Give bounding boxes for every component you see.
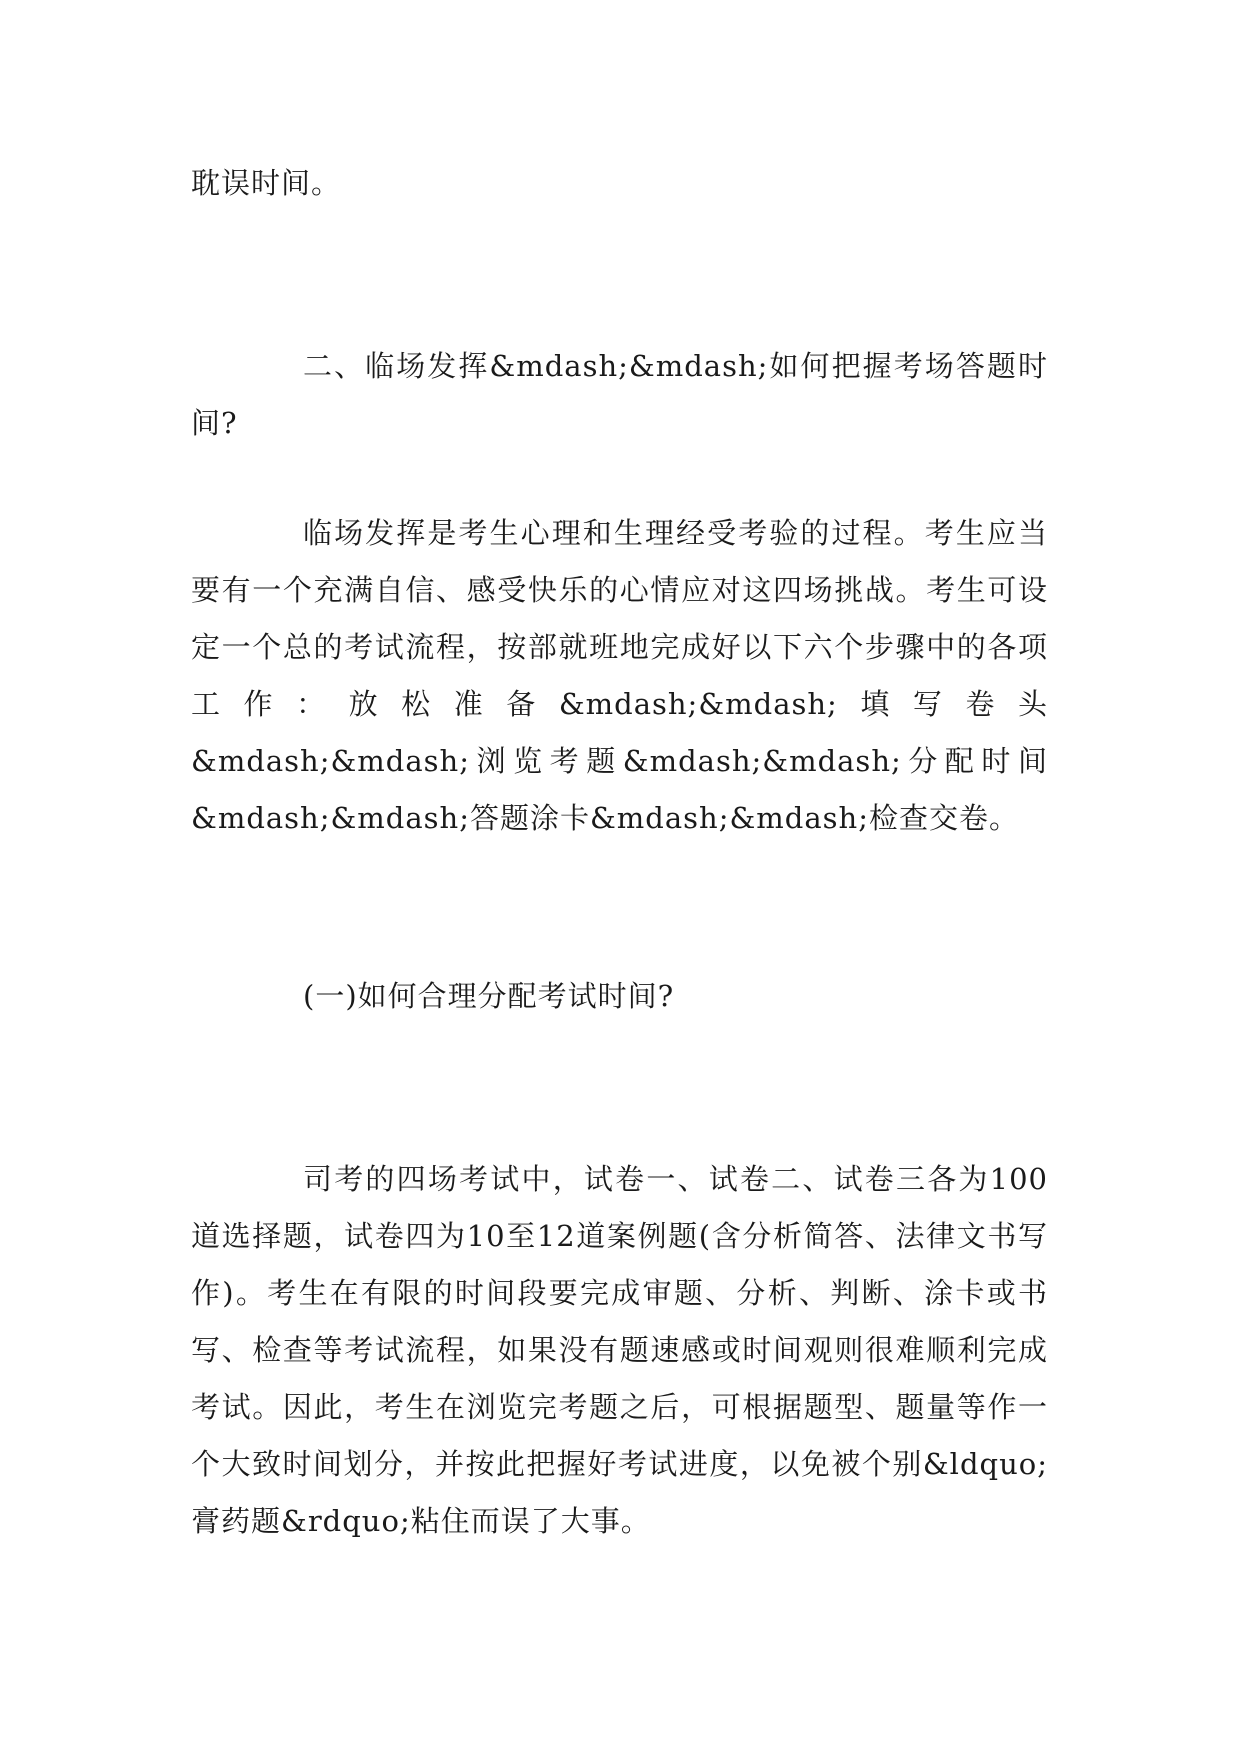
paragraph-body: 司考的四场考试中，试卷一、试卷二、试卷三各为100道选择题，试卷四为10至12道案例题(含分析简答、法律文书写作)。考生在有限的时间段要完成审题、分析、判断、涂卡或书写、检查等考试流程，如果没有题速感或时间观则很难顺利完成考试。因此，考生在浏览完考题之后，可根据题型、题量等作一个大致时间划分，并按此把握好考试进度，以免被个别&ldquo;膏药题&rdquo;粘住而误了大事。 [191,1162,1048,1538]
paragraph-body: 临场发挥是考生心理和生理经受考验的过程。考生应当要有一个充满自信、感受快乐的心情应对这四场挑战。考生可设定一个总的考试流程，按部就班地完成好以下六个步骤中的各项工作：放松准备&mdash;&mdash;填写卷头&mdash;&mdash;浏览考题&mdash;&mdash;分配时间&mdash;&mdash;答题涂卡&mdash;&mdash;检查交卷。 [191,516,1048,835]
subsection-heading: (一)如何合理分配考试时间? [303,979,675,1013]
paragraph-continuation: 耽误时间。 [191,166,342,200]
section-heading: 二、临场发挥&mdash;&mdash;如何把握考场答题时间? [191,349,1048,440]
